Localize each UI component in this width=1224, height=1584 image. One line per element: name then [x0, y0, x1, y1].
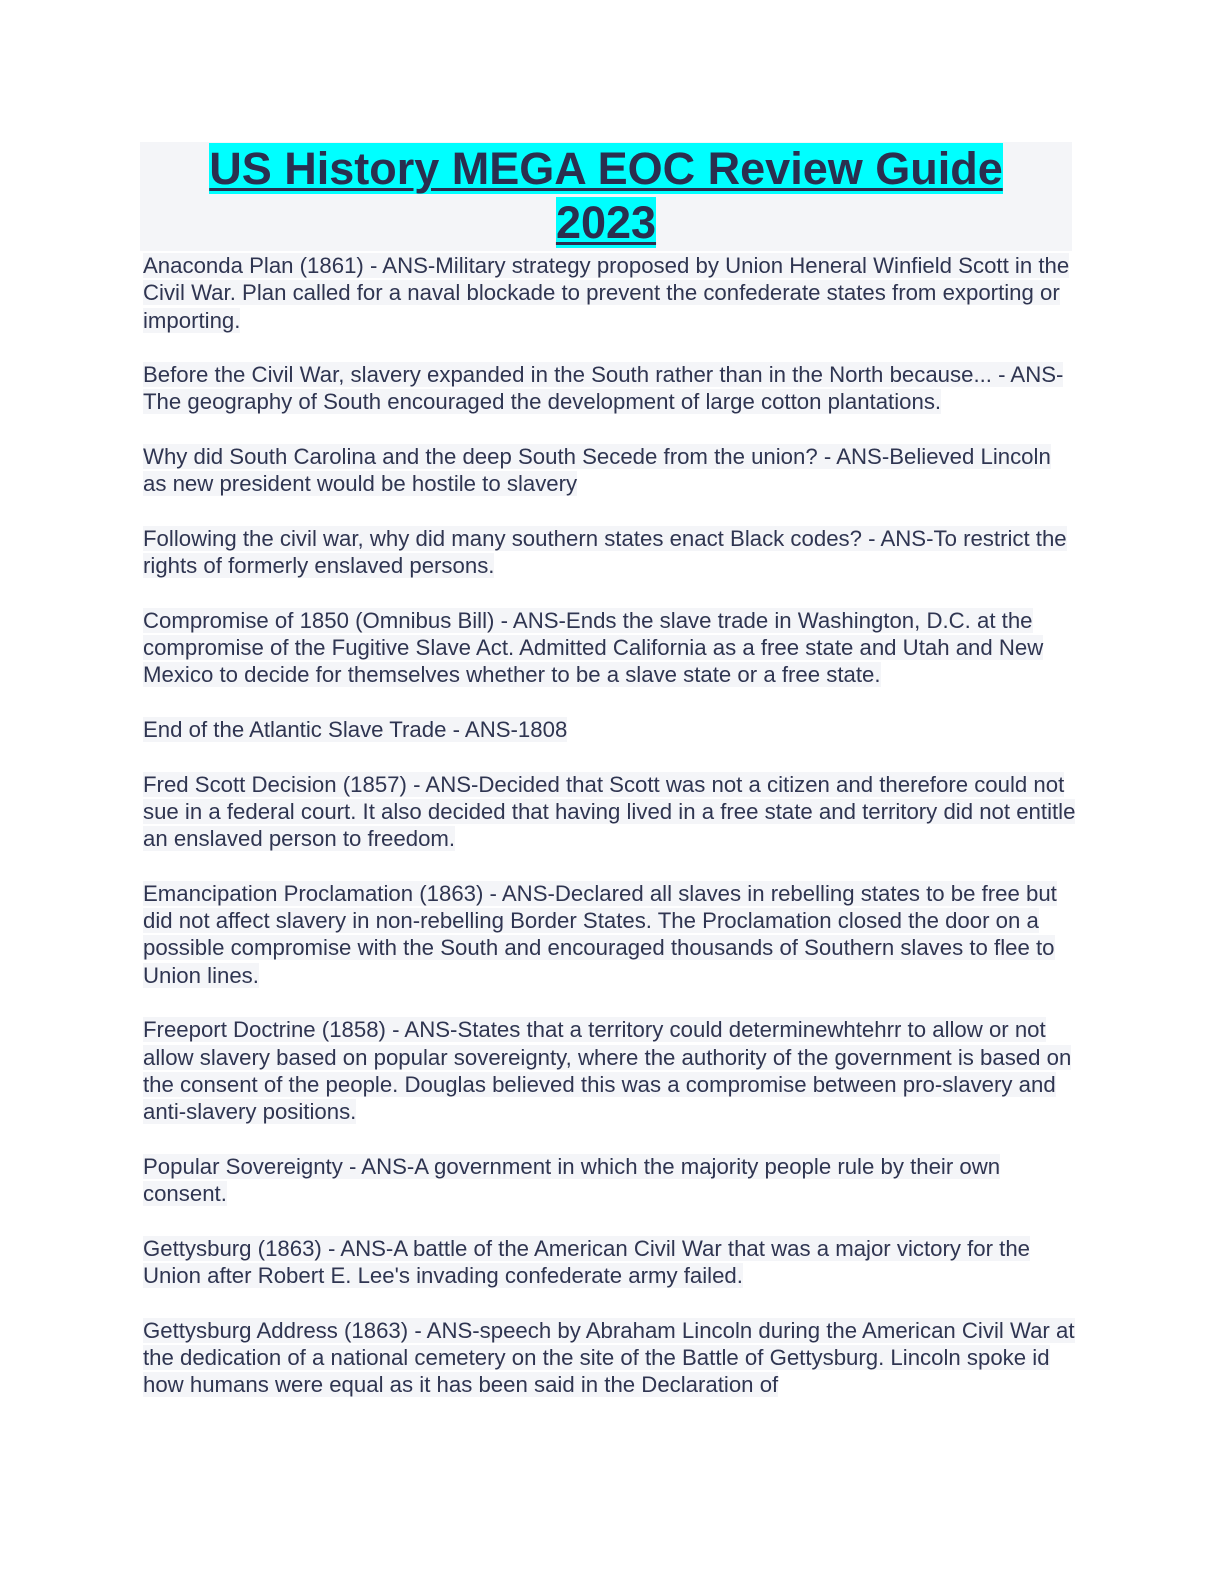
entry-compromise-1850: Compromise of 1850 (Omnibus Bill) - ANS-Ends the slave trade in Washington, D.C. at the compromise of the Fugitive Slave Act. Admitted California as a free state and Utah and New Mexico to decide for themselves whether to be a slave state or a free state.: [143, 607, 1044, 688]
title-line-2: [140, 196, 1072, 250]
title-text-2: 2023: [555, 197, 657, 248]
title-text-1: US History MEGA EOC Review Guide: [209, 143, 1003, 194]
title-line-1: [140, 142, 1072, 196]
review-entries: [143, 252, 1078, 1426]
entry-emancipation-proclamation: Emancipation Proclamation (1863) - ANS-Declared all slaves in rebelling states to be free but did not affect slavery in non-rebelling Border States. The Proclamation closed the door on a possible compromise with the South and encouraged thousands of Southern slaves to flee to Union lines.: [143, 880, 1057, 988]
entry-freeport-doctrine: Freeport Doctrine (1858) - ANS-States that a territory could determinewhtehrr to allow or not allow slavery based on popular sovereignty, where the authority of the government is based on the consent of the people. Douglas believed this was a compromise between pro-slavery and anti-slavery positions.: [143, 1017, 1072, 1125]
entry-gettysburg-address: Gettysburg Address (1863) - ANS-speech by Abraham Lincoln during the American Civil War at the dedication of a national cemetery on the site of the Battle of Gettysburg. Lincoln spoke id how humans were equal as it has been said in the Declaration of: [143, 1317, 1075, 1398]
entry-atlantic-slave-trade: End of the Atlantic Slave Trade - ANS-1808: [143, 717, 568, 743]
entry-black-codes: Following the civil war, why did many southern states enact Black codes? - ANS-To restrict the rights of formerly enslaved persons.: [143, 525, 1067, 579]
entry-slavery-expansion: Before the Civil War, slavery expanded in the South rather than in the North because... - ANS-The geography of South encouraged the development of large cotton plantations.: [143, 362, 1064, 415]
document-title: [140, 142, 1072, 251]
entry-gettysburg: Gettysburg (1863) - ANS-A battle of the American Civil War that was a major victory for the Union after Robert E. Lee's invading confederate army failed.: [143, 1235, 1031, 1288]
entry-popular-sovereignty: Popular Sovereignty - ANS-A government in which the majority people rule by their own consent.: [143, 1153, 1001, 1207]
entry-scott-decision: Fred Scott Decision (1857) - ANS-Decided that Scott was not a citizen and therefore could not sue in a federal court. It also decided that having lived in a free state and territory did not entitle an enslaved person to freedom.: [143, 771, 1076, 852]
entry-anaconda-plan: Anaconda Plan (1861) - ANS-Military strategy proposed by Union Heneral Winfield Scott in the Civil War. Plan called for a naval blockade to prevent the confederate states from exporting or importing.: [143, 253, 1070, 333]
entry-south-carolina-secession: Why did South Carolina and the deep South Secede from the union? - ANS-Believed Lincoln as new president would be hostile to slavery: [143, 444, 1051, 497]
